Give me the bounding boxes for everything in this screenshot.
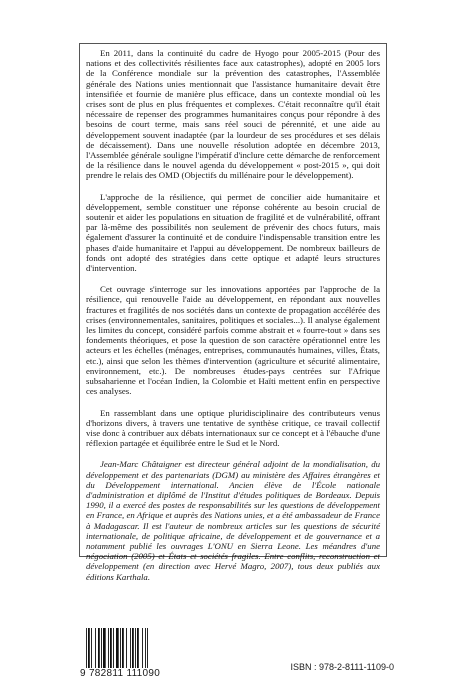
- summary-paragraph-1: En 2011, dans la continuité du cadre de Hyogo pour 2005-2015 (Pour des nations et des collectivités résilientes face aux catastrophes), adopté en 2005 lors de la Conférence mondiale sur la prévention des catastrophes, l'Assemblée générale des Nations unies mentionnait que l'assistance humanitaire devait être intensifiée et fournie de manière plus efficace, dans un contexte mondial où les crises sont de plus en plus fréquentes et complexes. C'était reconnaître qu'il était nécessaire de repenser des programmes humanitaires conçus pour répondre à des besoins de court terme, mais sans réel souci de pérennité, et une aide au développement souvent inadaptée (par la lourdeur de ses procédures et ses délais de décaissement). Dans une nouvelle résolution adoptée en décembre 2013, l'Assemblée générale souligne l'impératif d'inclure cette démarche de renforcement de la résilience dans le nouvel agenda du développement « post-2015 », qui doit prendre le relais des OMD (Objectifs du millénaire pour le développement).: [86, 48, 380, 181]
- author-biography: Jean-Marc Châtaigner est directeur général adjoint de la mondialisation, du développement et des partenariats (DGM) au ministère des Affaires étrangères et du Développement international. Ancien élève de l'École nationale d'administration et diplômé de l'Institut d'études politiques de Bordeaux. Depuis 1990, il a exercé des postes de responsabilités sur les questions de développement en France, en Afrique et auprès des Nations unies, et a été ambassadeur de France à Madagascar. Il est l'auteur de nombreux articles sur les questions de sécurité internationale, de politique africaine, de développement et de gouvernance et a notamment publié les ouvrages L'ONU en Sierra Leone. Les méandres d'une négociation (2005) et États et sociétés fragiles. Entre conflits, reconstruction et développement (en direction avec Hervé Magro, 2007), tous deux publiés aux éditions Karthala.: [86, 459, 380, 582]
- barcode-block: [80, 628, 170, 680]
- summary-paragraph-3: Cet ouvrage s'interroge sur les innovations apportées par l'approche de la résilience, qui renouvelle l'aide au développement, en répondant aux nouvelles fractures et fragilités de nos sociétés dans un contexte de propagation accélérée des crises (environnementales, sanitaires, politiques et sociales...). Il analyse également les limites du concept, considéré parfois comme abstrait et « fourre-tout » dans ses fondements théoriques, et pose la question de son caractère opérationnel entre les acteurs et les échelles (ménages, entreprises, communautés humaines, villes, États, etc.), ainsi que selon les thèmes d'intervention (agriculture et sécurité alimentaire, environnement, etc.). De nombreuses études-pays centrées sur l'Afrique subsaharienne et l'océan Indien, la Colombie et Haïti mettent enfin en perspective ces analyses.: [86, 284, 380, 397]
- summary-paragraph-2: L'approche de la résilience, qui permet de concilier aide humanitaire et développement, semble constituer une réponse cohérente au besoin crucial de soutenir et aider les populations en situation de fragilité et de vulnérabilité, offrant par là-même des possibilités non seulement de prévenir des chocs futurs, mais également d'assurer la continuité et de conduire l'indispensable transition entre les phases d'aide humanitaire et l'appui au développement. De nombreux bailleurs de fonds ont adopté des stratégies dans cette optique et adapté leurs structures d'intervention.: [86, 191, 380, 274]
- barcode-bar: [137, 628, 139, 668]
- barcode-bar: [120, 628, 121, 668]
- barcode-bar: [95, 628, 96, 668]
- text-frame: [79, 43, 387, 582]
- summary-paragraph-4: En rassemblant dans une optique pluridisciplinaire des contributeurs venus d'horizons divers, à travers une tentative de synthèse critique, ce travail collectif vise donc à contribuer aux débats internationaux sur ce concept et à l'ébauche d'une réflexion partagée et équilibrée entre le Sud et le Nord.: [86, 407, 380, 449]
- barcode-bar: [145, 628, 146, 668]
- barcode-bar: [122, 628, 124, 668]
- barcode-bar: [110, 628, 112, 668]
- barcode-bar: [135, 628, 136, 668]
- barcode-bar: [116, 628, 119, 668]
- barcode-graphic: [86, 628, 170, 668]
- barcode-bar: [113, 628, 114, 668]
- barcode-bar: [126, 628, 127, 668]
- barcode-bar: [88, 628, 90, 668]
- barcode-bar: [132, 628, 134, 668]
- barcode-bar: [101, 628, 102, 668]
- barcode-bar: [103, 628, 106, 668]
- barcode-bar: [91, 628, 92, 668]
- barcode-bar: [147, 628, 148, 668]
- barcode-bar: [86, 628, 87, 668]
- barcode-bar: [98, 628, 100, 668]
- isbn-label: ISBN : 978-2-8111-1109-0: [290, 662, 394, 672]
- barcode-bar: [130, 628, 131, 668]
- barcode-number: 9 782811 111090: [80, 668, 161, 679]
- barcode-bar: [142, 628, 143, 668]
- barcode-bar: [108, 628, 109, 668]
